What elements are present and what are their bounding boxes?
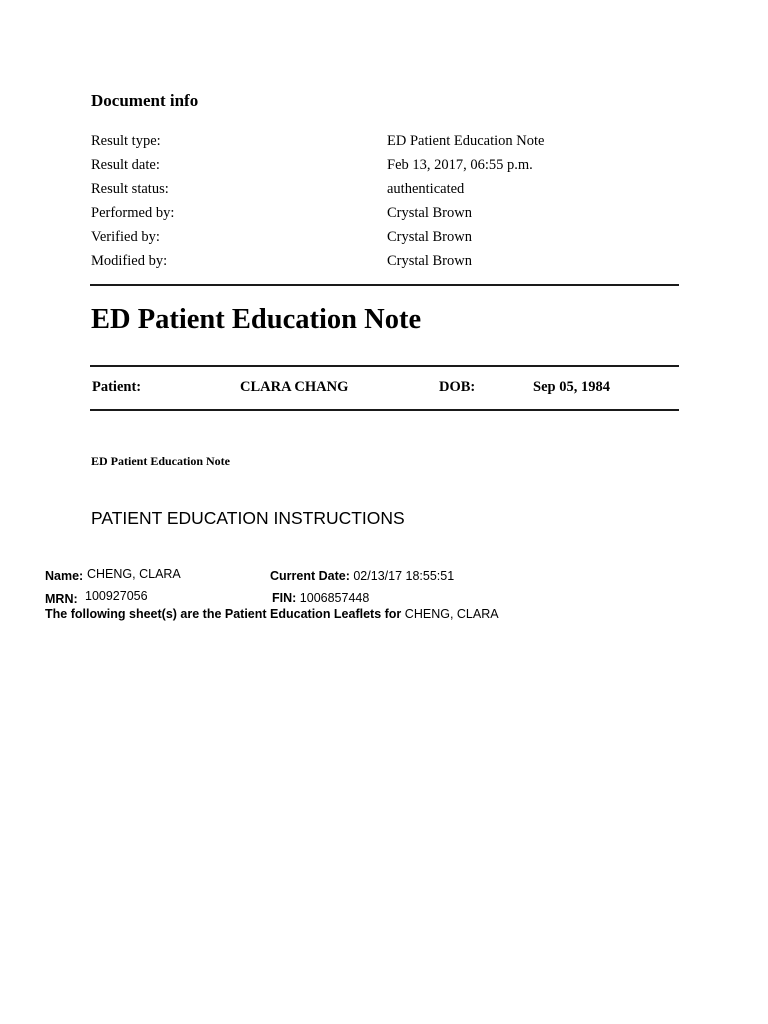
result-status-label: Result status: (91, 181, 169, 197)
sheets-text: The following sheet(s) are the Patient Education Leaflets for (45, 607, 402, 621)
sheets-statement (45, 607, 499, 621)
patient-label: Patient: (92, 379, 142, 395)
current-date-label: Current Date: (270, 569, 350, 583)
divider-rule (90, 409, 679, 411)
divider-rule (90, 365, 679, 367)
dob-label: DOB: (439, 379, 476, 395)
name-label: Name: (45, 569, 84, 583)
leaflet-name-row (45, 569, 83, 583)
patient-name: CLARA CHANG (240, 379, 349, 395)
result-type-value: ED Patient Education Note (387, 133, 545, 149)
result-date-value: Feb 13, 2017, 06:55 p.m. (387, 157, 533, 173)
fin-label: FIN: (272, 591, 297, 605)
note-title: ED Patient Education Note (91, 304, 422, 335)
divider-rule (90, 284, 679, 286)
modified-by-value: Crystal Brown (387, 253, 472, 269)
instructions-heading: PATIENT EDUCATION INSTRUCTIONS (91, 508, 405, 528)
current-date-value: 02/13/17 18:55:51 (353, 569, 455, 583)
verified-by-value: Crystal Brown (387, 229, 472, 245)
dob-value: Sep 05, 1984 (533, 379, 610, 395)
result-status-value: authenticated (387, 181, 465, 197)
performed-by-value: Crystal Brown (387, 205, 472, 221)
current-date-row (270, 569, 454, 583)
sheets-name: CHENG, CLARA (404, 607, 499, 621)
mrn-label: MRN: (45, 592, 78, 606)
verified-by-label: Verified by: (91, 229, 160, 245)
document-info-heading: Document info (91, 91, 199, 110)
performed-by-label: Performed by: (91, 205, 175, 221)
result-date-label: Result date: (91, 157, 160, 173)
name-value: CHENG, CLARA (87, 567, 181, 581)
modified-by-label: Modified by: (91, 253, 168, 269)
mrn-value: 100927056 (85, 589, 148, 603)
mrn-row (45, 592, 78, 606)
result-type-label: Result type: (91, 133, 161, 149)
fin-row (272, 591, 369, 605)
note-subtitle: ED Patient Education Note (91, 454, 230, 468)
fin-value: 1006857448 (299, 591, 370, 605)
